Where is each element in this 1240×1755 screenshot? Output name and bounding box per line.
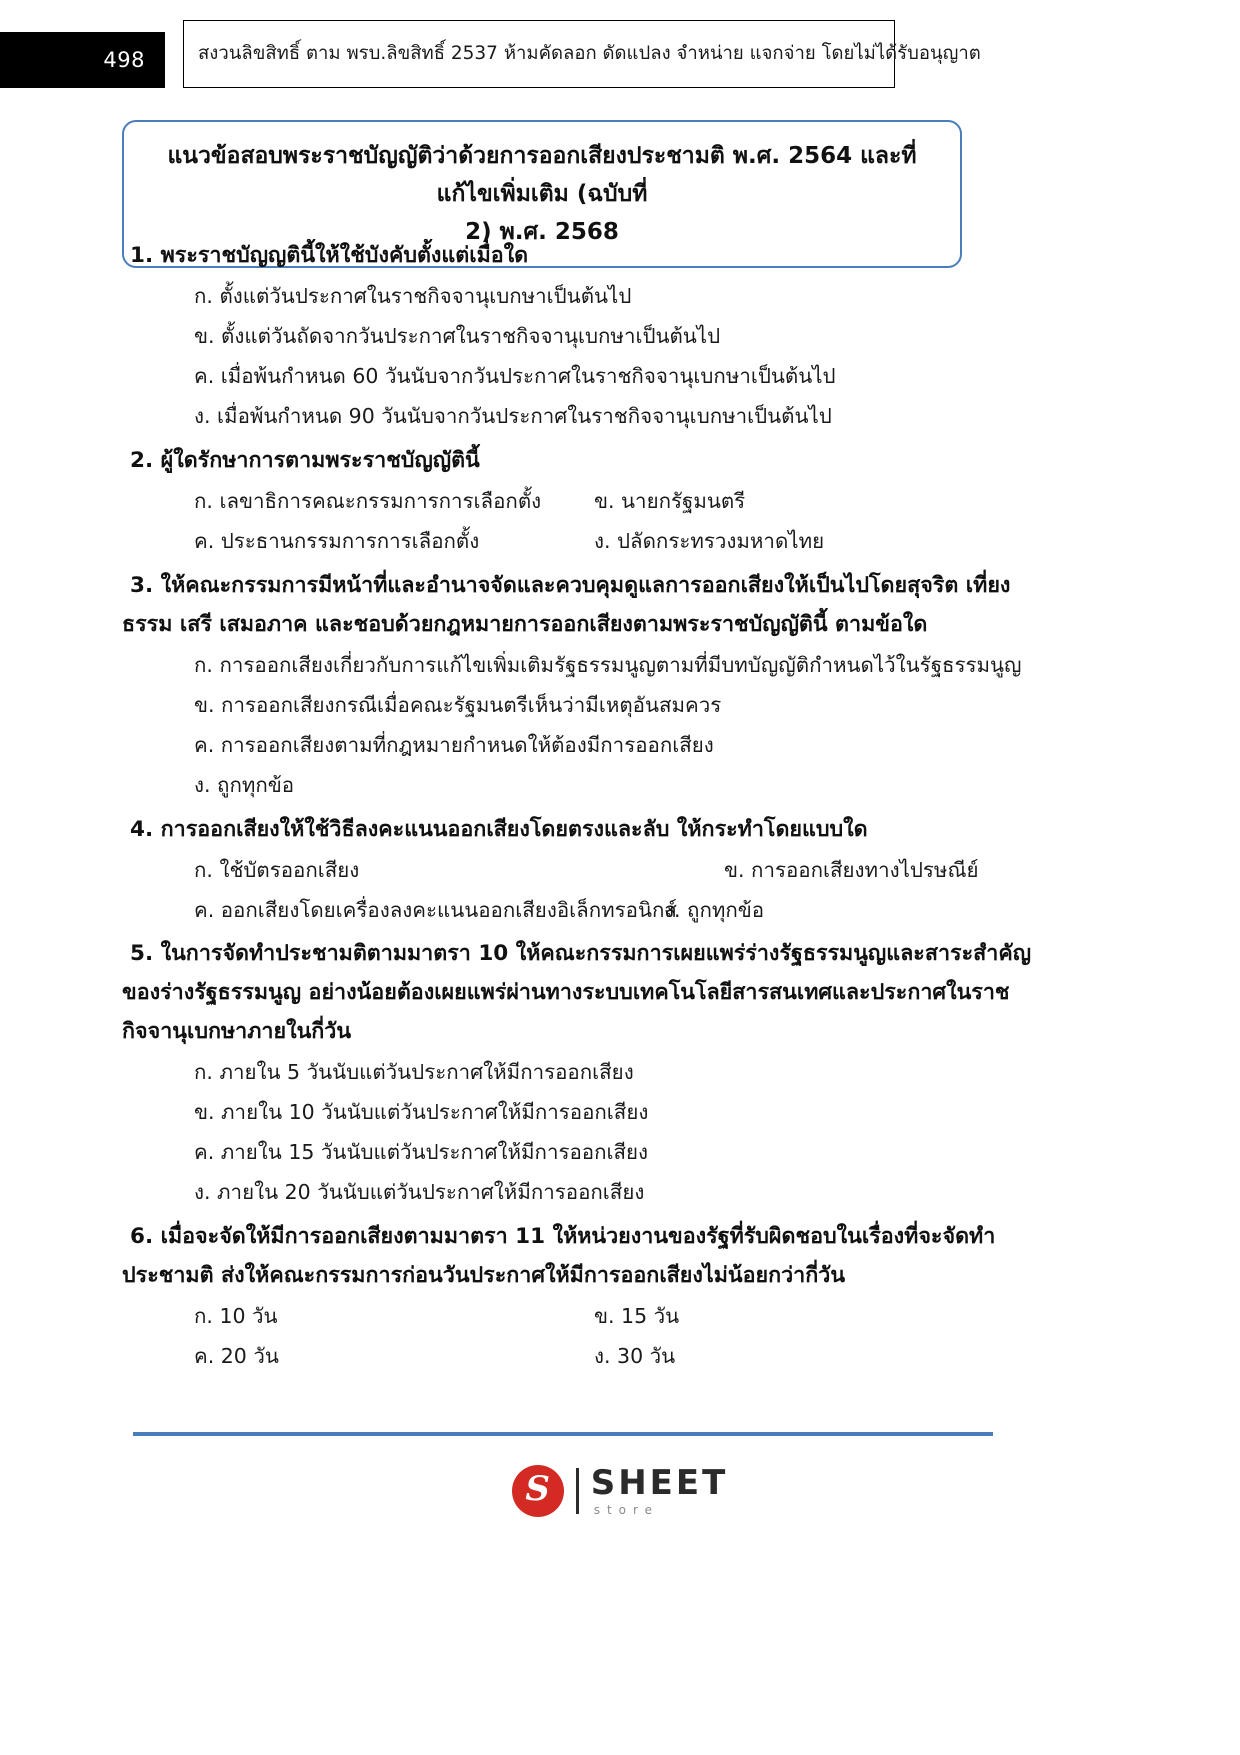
choice-item[interactable]: ก. 10 วัน: [194, 1304, 278, 1329]
question-text-1: 1. พระราชบัญญตินี้ให้ใช้บังคับตั้งแต่เมื่อใด: [130, 243, 529, 268]
choice-item[interactable]: ง. ถูกทุกข้อ: [194, 772, 295, 797]
question-block-2: [122, 443, 1122, 562]
choice-item[interactable]: ง. ปลัดกระทรวงมหาดไทย: [594, 528, 825, 553]
question-text-5: 5. ในการจัดทำประชามติตามมาตรา 10 ให้คณะกรรมการเผยแพร่ร่างรัฐธรรมนูญและสาระสำคัญ: [130, 941, 1032, 967]
page-header: [0, 32, 1240, 88]
choice-row: [122, 482, 1122, 522]
question-text-3: 3. ให้คณะกรรมการมีหน้าที่และอำนาจจัดและควบคุมดูแลการออกเสียงให้เป็นไปโดยสุจริต เที่ยง: [130, 572, 1011, 598]
page-number-tab: [0, 32, 165, 88]
choice-item[interactable]: ง. เมื่อพ้นกำหนด 90 วันนับจากวันประกาศในราชกิจจานุเบกษาเป็นต้นไป: [194, 403, 832, 428]
exam-title-line-2: 2) พ.ศ. 2568: [465, 218, 619, 245]
page-number: 498: [103, 48, 145, 72]
choice-item[interactable]: ก. การออกเสียงเกี่ยวกับการแก้ไขเพิ่มเติมรัฐธรรมนูญตามที่มีบทบัญญัติกำหนดไว้ในรัฐธรรมนูญ: [194, 652, 1022, 677]
choice-item[interactable]: ข. การออกเสียงทางไปรษณีย์: [724, 857, 979, 882]
choices-1: [122, 277, 1122, 437]
question-block-1: [122, 238, 1122, 437]
choice-row: [122, 1337, 1122, 1377]
copyright-box: [183, 20, 981, 88]
choices-4: [122, 851, 1122, 931]
logo-wordmark: [590, 1463, 729, 1517]
question-text-6-cont: ประชามติ ส่งให้คณะกรรมการก่อนวันประกาศให้มีการออกเสียงไม่น้อยกว่ากี่วัน: [122, 1263, 846, 1289]
choice-item[interactable]: ค. ประธานกรรมการการเลือกตั้ง: [194, 528, 480, 553]
footer-divider: [133, 1432, 993, 1436]
question-text-4: 4. การออกเสียงให้ใช้วิธีลงคะแนนออกเสียงโดยตรงและลับ ให้กระทำโดยแบบใด: [130, 816, 868, 842]
questions-container: [122, 238, 1122, 1383]
choice-item[interactable]: ง. ถูกทุกข้อ: [664, 897, 765, 922]
footer-brand-logo: [0, 1465, 1240, 1517]
choice-item[interactable]: ค. ออกเสียงโดยเครื่องลงคะแนนออกเสียงอิเล็กทรอนิกส์: [194, 897, 677, 922]
question-text-6: 6. เมื่อจะจัดให้มีการออกเสียงตามมาตรา 11 ให้หน่วยงานของรัฐที่รับผิดชอบในเรื่องที่จะจัดทำ: [130, 1224, 996, 1250]
question-text-3-cont: ธรรม เสรี เสมอภาค และชอบด้วยกฎหมายการออกเสียงตามพระราชบัญญัตินี้ ตามข้อใด: [122, 611, 928, 637]
choice-item[interactable]: ก. เลขาธิการคณะกรรมการการเลือกตั้ง: [194, 488, 542, 513]
choice-item[interactable]: ข. 15 วัน: [594, 1304, 680, 1329]
choice-item[interactable]: ข. นายกรัฐมนตรี: [594, 488, 746, 513]
question-text-2: 2. ผู้ใดรักษาการตามพระราชบัญญัตินี้: [130, 447, 480, 473]
sheet-store-logo-icon: [512, 1465, 564, 1517]
choice-item[interactable]: ค. ภายใน 15 วันนับแต่วันประกาศให้มีการออกเสียง: [194, 1140, 649, 1165]
question-text-5-cont: ของร่างรัฐธรรมนูญ อย่างน้อยต้องเผยแพร่ผ่านทางระบบเทคโนโลยีสารสนเทศและประกาศในราช: [122, 980, 1010, 1006]
choice-row: [122, 522, 1122, 562]
choice-item[interactable]: ง. 30 วัน: [594, 1344, 676, 1369]
choices-2: [122, 482, 1122, 562]
choice-item[interactable]: ค. เมื่อพ้นกำหนด 60 วันนับจากวันประกาศในราชกิจจานุเบกษาเป็นต้นไป: [194, 363, 836, 388]
choices-3: [122, 646, 1122, 806]
logo-divider: [576, 1468, 579, 1514]
choice-item[interactable]: ก. ภายใน 5 วันนับแต่วันประกาศให้มีการออกเสียง: [194, 1060, 634, 1085]
brand-subtitle: store: [593, 1503, 660, 1517]
choice-item[interactable]: ข. ภายใน 10 วันนับแต่วันประกาศให้มีการออกเสียง: [194, 1100, 649, 1125]
choice-item[interactable]: ข. การออกเสียงกรณีเมื่อคณะรัฐมนตรีเห็นว่ามีเหตุอันสมควร: [194, 692, 722, 717]
copyright-notice: สงวนลิขสิทธิ์ ตาม พรบ.ลิขสิทธิ์ 2537 ห้ามคัดลอก ดัดแปลง จำหน่าย แจกจ่าย โดยไม่ได้รับอนุญาต: [198, 42, 981, 64]
logo-letter: S: [525, 1469, 550, 1509]
choice-item[interactable]: ก. ตั้งแต่วันประกาศในราชกิจจานุเบกษาเป็นต้นไป: [194, 283, 632, 308]
choice-row: [122, 1297, 1122, 1337]
choices-5: [122, 1053, 1122, 1213]
choice-row: [122, 851, 1122, 891]
exam-title-line-1: แนวข้อสอบพระราชบัญญัติว่าด้วยการออกเสียงประชามติ พ.ศ. 2564 และที่แก้ไขเพิ่มเติม (ฉบับที่: [167, 143, 917, 207]
question-text-5-cont2: กิจจานุเบกษาภายในกี่วัน: [122, 1019, 352, 1045]
choice-item[interactable]: ค. 20 วัน: [194, 1344, 279, 1369]
choice-item[interactable]: ก. ใช้บัตรออกเสียง: [194, 857, 360, 882]
choice-item[interactable]: ค. การออกเสียงตามที่กฎหมายกำหนดให้ต้องมีการออกเสียง: [194, 732, 714, 757]
choice-item[interactable]: ข. ตั้งแต่วันถัดจากวันประกาศในราชกิจจานุเบกษาเป็นต้นไป: [194, 323, 721, 348]
choices-6: [122, 1297, 1122, 1377]
choice-item[interactable]: ง. ภายใน 20 วันนับแต่วันประกาศให้มีการออกเสียง: [194, 1180, 645, 1205]
question-block-3: [122, 568, 1122, 806]
question-block-5: [122, 936, 1122, 1213]
question-block-6: [122, 1219, 1122, 1377]
brand-name: SHEET: [590, 1463, 729, 1503]
choice-row: [122, 891, 1122, 931]
question-block-4: [122, 812, 1122, 931]
